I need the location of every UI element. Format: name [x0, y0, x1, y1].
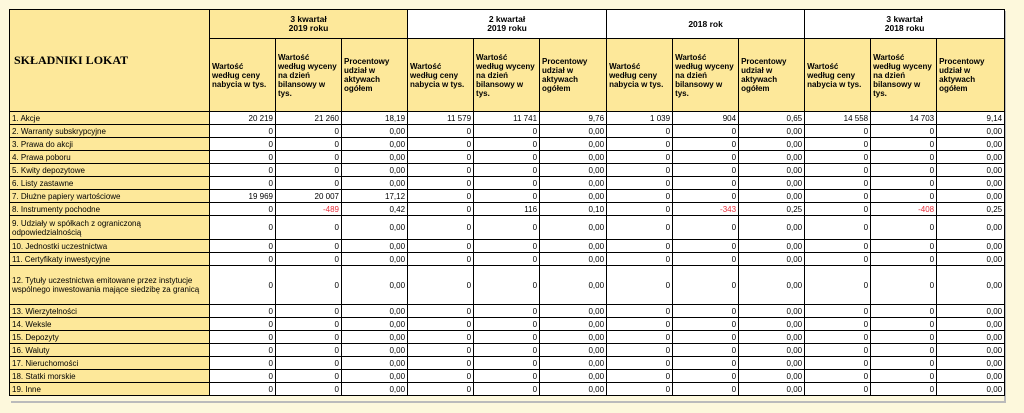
- value-cell: 0,00: [937, 383, 1005, 396]
- row-label: 3. Prawa do akcji: [10, 138, 210, 151]
- value-cell: 0: [210, 370, 276, 383]
- subheader-percent-share: Procentowy udział w aktywach ogółem: [342, 39, 408, 112]
- value-cell: 0,00: [342, 240, 408, 253]
- value-cell: 0: [408, 383, 474, 396]
- value-cell: 0,00: [342, 357, 408, 370]
- value-cell: 0,00: [540, 331, 607, 344]
- value-cell: 0: [673, 266, 739, 305]
- table-row: [10, 177, 1005, 190]
- period-header-4: [805, 10, 1005, 39]
- value-cell: 0,65: [739, 112, 805, 125]
- value-cell: 0: [276, 125, 342, 138]
- subheader-percent-share: Procentowy udział w aktywach ogółem: [937, 39, 1005, 112]
- value-cell: 0: [607, 216, 673, 240]
- value-cell: 0: [673, 344, 739, 357]
- value-cell: 0: [673, 357, 739, 370]
- value-cell: 0,00: [739, 190, 805, 203]
- period-line1: 3 kwartał: [886, 14, 923, 24]
- value-cell: 14 558: [805, 112, 871, 125]
- table-header: [10, 10, 1005, 112]
- value-cell: 14 703: [871, 112, 937, 125]
- value-cell: 0: [871, 344, 937, 357]
- period-header-3: [607, 10, 805, 39]
- value-cell: 0: [871, 383, 937, 396]
- value-cell: 0: [805, 318, 871, 331]
- value-cell: 0: [805, 266, 871, 305]
- value-cell: 11 741: [474, 112, 540, 125]
- row-label: 10. Jednostki uczestnictwa: [10, 240, 210, 253]
- value-cell: 0: [871, 305, 937, 318]
- row-label: 6. Listy zastawne: [10, 177, 210, 190]
- value-cell: 0,00: [739, 344, 805, 357]
- value-cell: 0: [607, 383, 673, 396]
- value-cell: 904: [673, 112, 739, 125]
- value-cell: 0: [607, 344, 673, 357]
- value-cell: 0,00: [540, 370, 607, 383]
- period-line1: 3 kwartał: [290, 14, 327, 24]
- value-cell: 0: [408, 125, 474, 138]
- value-cell: 0: [408, 164, 474, 177]
- table-row: [10, 125, 1005, 138]
- value-cell: 0,00: [739, 331, 805, 344]
- value-cell: 0: [607, 370, 673, 383]
- value-cell: 0,00: [342, 253, 408, 266]
- table-row: [10, 151, 1005, 164]
- value-cell: 0: [607, 203, 673, 216]
- value-cell: 0: [474, 383, 540, 396]
- period-line2: 2018 roku: [884, 23, 925, 33]
- value-cell: 0,00: [540, 190, 607, 203]
- value-cell: 0,00: [739, 125, 805, 138]
- value-cell: 0,00: [739, 164, 805, 177]
- table-row: [10, 138, 1005, 151]
- value-cell: 0: [607, 331, 673, 344]
- value-cell: 0: [474, 370, 540, 383]
- value-cell: 0: [408, 177, 474, 190]
- subheader-balance-value: Wartość według wyceny na dzień bilansowy w tys.: [673, 39, 739, 112]
- value-cell: 0: [210, 240, 276, 253]
- value-cell: 0: [408, 151, 474, 164]
- value-cell: 0: [210, 253, 276, 266]
- value-cell: 0,00: [739, 253, 805, 266]
- value-cell: 0: [673, 305, 739, 318]
- value-cell: 0,00: [540, 318, 607, 331]
- value-cell: 0: [276, 318, 342, 331]
- value-cell: 0: [871, 164, 937, 177]
- value-cell: 0,00: [540, 177, 607, 190]
- value-cell: 0: [673, 318, 739, 331]
- value-cell: 0: [210, 138, 276, 151]
- value-cell: 0: [607, 305, 673, 318]
- value-cell: 0,00: [342, 318, 408, 331]
- value-cell: 0: [871, 138, 937, 151]
- value-cell: 0: [673, 138, 739, 151]
- value-cell: 9,76: [540, 112, 607, 125]
- value-cell: 0,00: [342, 164, 408, 177]
- value-cell: 0: [805, 253, 871, 266]
- value-cell: -489: [276, 203, 342, 216]
- value-cell: 0,00: [540, 164, 607, 177]
- value-cell: 20 219: [210, 112, 276, 125]
- value-cell: 0: [210, 318, 276, 331]
- value-cell: 20 007: [276, 190, 342, 203]
- value-cell: 0: [474, 318, 540, 331]
- value-cell: 0: [210, 305, 276, 318]
- value-cell: 0: [408, 305, 474, 318]
- value-cell: 0: [408, 331, 474, 344]
- value-cell: 0: [276, 151, 342, 164]
- table-row: [10, 344, 1005, 357]
- value-cell: 19 969: [210, 190, 276, 203]
- row-label: 14. Weksle: [10, 318, 210, 331]
- value-cell: 0,00: [739, 240, 805, 253]
- value-cell: 0: [805, 203, 871, 216]
- row-label: 18. Statki morskie: [10, 370, 210, 383]
- value-cell: 0: [474, 357, 540, 370]
- period-line1: 2 kwartał: [488, 14, 526, 24]
- value-cell: 1 039: [607, 112, 673, 125]
- value-cell: 0: [673, 125, 739, 138]
- value-cell: 0: [210, 216, 276, 240]
- value-cell: 0: [607, 357, 673, 370]
- period-line1: 2018 rok: [688, 18, 723, 29]
- value-cell: 0,00: [739, 357, 805, 370]
- value-cell: 0: [276, 344, 342, 357]
- value-cell: 0: [871, 125, 937, 138]
- period-header-2: [408, 10, 607, 39]
- value-cell: 0: [871, 357, 937, 370]
- value-cell: 0: [276, 383, 342, 396]
- value-cell: 0,00: [739, 177, 805, 190]
- value-cell: 0: [474, 216, 540, 240]
- value-cell: 0: [871, 266, 937, 305]
- value-cell: 0,00: [540, 344, 607, 357]
- value-cell: 0,00: [540, 357, 607, 370]
- value-cell: 0: [210, 331, 276, 344]
- header-period-row: [10, 10, 1005, 39]
- value-cell: 0,00: [739, 266, 805, 305]
- value-cell: 0,00: [540, 266, 607, 305]
- value-cell: 0,00: [342, 266, 408, 305]
- value-cell: 0: [408, 203, 474, 216]
- value-cell: 0: [805, 177, 871, 190]
- value-cell: 0: [673, 240, 739, 253]
- row-label: 1. Akcje: [10, 112, 210, 125]
- value-cell: 0,25: [739, 203, 805, 216]
- value-cell: 0: [408, 266, 474, 305]
- value-cell: 0: [474, 253, 540, 266]
- value-cell: 0: [210, 357, 276, 370]
- value-cell: 0,00: [937, 138, 1005, 151]
- value-cell: 0: [805, 138, 871, 151]
- value-cell: 0: [474, 240, 540, 253]
- value-cell: 0: [805, 164, 871, 177]
- value-cell: 0,00: [739, 216, 805, 240]
- value-cell: 0: [474, 125, 540, 138]
- subheader-purchase-value: Wartość według ceny nabycia w tys.: [408, 39, 474, 112]
- value-cell: 0: [276, 177, 342, 190]
- value-cell: 0: [871, 253, 937, 266]
- table-row: [10, 331, 1005, 344]
- value-cell: 0: [871, 190, 937, 203]
- value-cell: 0: [673, 331, 739, 344]
- value-cell: 0: [607, 177, 673, 190]
- value-cell: 0,00: [342, 177, 408, 190]
- period-line2: 2019 roku: [487, 23, 527, 33]
- table-row: [10, 370, 1005, 383]
- subheader-percent-share: Procentowy udział w aktywach ogółem: [739, 39, 805, 112]
- value-cell: 0: [276, 138, 342, 151]
- value-cell: 0: [871, 370, 937, 383]
- value-cell: -408: [871, 203, 937, 216]
- value-cell: 0,00: [540, 253, 607, 266]
- value-cell: 0: [276, 164, 342, 177]
- value-cell: 0: [408, 318, 474, 331]
- value-cell: 0,00: [739, 305, 805, 318]
- value-cell: 0: [276, 240, 342, 253]
- value-cell: 0: [607, 164, 673, 177]
- value-cell: 0,00: [342, 383, 408, 396]
- value-cell: 0: [805, 125, 871, 138]
- value-cell: 0: [408, 357, 474, 370]
- value-cell: 0: [871, 216, 937, 240]
- value-cell: 0: [607, 138, 673, 151]
- value-cell: 116: [474, 203, 540, 216]
- value-cell: 0,42: [342, 203, 408, 216]
- value-cell: 0: [871, 331, 937, 344]
- value-cell: 0: [805, 240, 871, 253]
- value-cell: 0: [210, 164, 276, 177]
- value-cell: 0,00: [937, 370, 1005, 383]
- row-label: 5. Kwity depozytowe: [10, 164, 210, 177]
- value-cell: 0,00: [937, 216, 1005, 240]
- value-cell: 0: [805, 370, 871, 383]
- value-cell: 0: [607, 253, 673, 266]
- subheader-purchase-value: Wartość według ceny nabycia w tys.: [210, 39, 276, 112]
- value-cell: 0,00: [937, 164, 1005, 177]
- value-cell: 0,00: [342, 331, 408, 344]
- table-row: [10, 112, 1005, 125]
- value-cell: 0,00: [937, 344, 1005, 357]
- value-cell: 0: [474, 266, 540, 305]
- value-cell: 0,00: [937, 357, 1005, 370]
- table-row: [10, 266, 1005, 305]
- value-cell: 0: [805, 357, 871, 370]
- value-cell: 0: [673, 370, 739, 383]
- value-cell: 0: [805, 190, 871, 203]
- value-cell: 0: [276, 357, 342, 370]
- value-cell: 18,19: [342, 112, 408, 125]
- value-cell: 0: [408, 190, 474, 203]
- value-cell: 0,00: [937, 240, 1005, 253]
- value-cell: 0,00: [739, 318, 805, 331]
- value-cell: -343: [673, 203, 739, 216]
- subheader-balance-value: Wartość według wyceny na dzień bilansowy w tys.: [474, 39, 540, 112]
- value-cell: 0: [607, 125, 673, 138]
- value-cell: 0: [210, 266, 276, 305]
- period-header-1: [210, 10, 408, 39]
- subheader-purchase-value: Wartość według ceny nabycia w tys.: [607, 39, 673, 112]
- value-cell: 0: [673, 253, 739, 266]
- value-cell: 0,00: [937, 190, 1005, 203]
- row-label: 8. Instrumenty pochodne: [10, 203, 210, 216]
- value-cell: 0,00: [342, 305, 408, 318]
- row-label: 15. Depozyty: [10, 331, 210, 344]
- value-cell: 0: [276, 266, 342, 305]
- value-cell: 0,00: [937, 305, 1005, 318]
- value-cell: 0,00: [937, 151, 1005, 164]
- value-cell: 0: [210, 151, 276, 164]
- value-cell: 0: [805, 151, 871, 164]
- value-cell: 17,12: [342, 190, 408, 203]
- value-cell: 0,00: [937, 266, 1005, 305]
- value-cell: 0,00: [540, 125, 607, 138]
- row-label: 7. Dłużne papiery wartościowe: [10, 190, 210, 203]
- value-cell: 0: [474, 138, 540, 151]
- value-cell: 0: [210, 125, 276, 138]
- row-label: 16. Waluty: [10, 344, 210, 357]
- value-cell: 0: [871, 177, 937, 190]
- value-cell: 0,00: [342, 138, 408, 151]
- value-cell: 0,00: [540, 138, 607, 151]
- value-cell: 0,00: [937, 331, 1005, 344]
- value-cell: 0,00: [342, 216, 408, 240]
- value-cell: 0: [276, 253, 342, 266]
- value-cell: 0,00: [937, 177, 1005, 190]
- row-label: 9. Udziały w spółkach z ograniczoną odpowiedzialnością: [10, 216, 210, 240]
- value-cell: 0: [607, 318, 673, 331]
- value-cell: 0: [408, 138, 474, 151]
- table-frame: [9, 9, 1004, 401]
- table-row: [10, 318, 1005, 331]
- value-cell: 0,00: [937, 125, 1005, 138]
- value-cell: 0: [408, 344, 474, 357]
- subheader-purchase-value: Wartość według ceny nabycia w tys.: [805, 39, 871, 112]
- table-row: [10, 240, 1005, 253]
- value-cell: 0: [607, 266, 673, 305]
- value-cell: 0: [474, 151, 540, 164]
- value-cell: 0: [474, 164, 540, 177]
- value-cell: 0: [805, 344, 871, 357]
- value-cell: 9,14: [937, 112, 1005, 125]
- row-label: 13. Wierzytelności: [10, 305, 210, 318]
- value-cell: 0,00: [937, 253, 1005, 266]
- value-cell: 0: [805, 216, 871, 240]
- value-cell: 0: [408, 253, 474, 266]
- value-cell: 0: [276, 370, 342, 383]
- table-row: [10, 305, 1005, 318]
- table-row: [10, 164, 1005, 177]
- value-cell: 0: [276, 331, 342, 344]
- period-line2: 2019 roku: [288, 23, 329, 33]
- investment-components-table: [9, 9, 1005, 396]
- value-cell: 0,00: [739, 138, 805, 151]
- value-cell: 0: [673, 164, 739, 177]
- value-cell: 0: [607, 240, 673, 253]
- value-cell: 21 260: [276, 112, 342, 125]
- value-cell: 0: [408, 216, 474, 240]
- value-cell: 0: [408, 370, 474, 383]
- subheader-balance-value: Wartość według wyceny na dzień bilansowy w tys.: [276, 39, 342, 112]
- table-row: [10, 216, 1005, 240]
- value-cell: 0,00: [540, 216, 607, 240]
- value-cell: 0: [673, 190, 739, 203]
- value-cell: 0: [805, 331, 871, 344]
- value-cell: 0: [408, 240, 474, 253]
- value-cell: 0: [673, 177, 739, 190]
- row-label: 2. Warranty subskrypcyjne: [10, 125, 210, 138]
- value-cell: 11 579: [408, 112, 474, 125]
- value-cell: 0: [210, 383, 276, 396]
- value-cell: 0,00: [342, 344, 408, 357]
- value-cell: 0: [673, 383, 739, 396]
- row-label: 4. Prawa poboru: [10, 151, 210, 164]
- value-cell: 0: [474, 305, 540, 318]
- value-cell: 0,00: [540, 151, 607, 164]
- value-cell: 0: [474, 344, 540, 357]
- value-cell: 0,00: [540, 240, 607, 253]
- subheader-percent-share: Procentowy udział w aktywach ogółem: [540, 39, 607, 112]
- table-title: SKŁADNIKI LOKAT: [10, 10, 210, 112]
- value-cell: 0: [276, 216, 342, 240]
- value-cell: 0: [210, 203, 276, 216]
- row-label: 17. Nieruchomości: [10, 357, 210, 370]
- table-row: [10, 253, 1005, 266]
- value-cell: 0: [474, 190, 540, 203]
- value-cell: 0,10: [540, 203, 607, 216]
- row-label: 12. Tytuły uczestnictwa emitowane przez instytucje wspólnego inwestowania mające siedzibę za granicą: [10, 266, 210, 305]
- value-cell: 0: [871, 318, 937, 331]
- table-row: [10, 383, 1005, 396]
- value-cell: 0,00: [342, 125, 408, 138]
- value-cell: 0,25: [937, 203, 1005, 216]
- table-row: [10, 190, 1005, 203]
- value-cell: 0,00: [540, 305, 607, 318]
- table-body: [10, 112, 1005, 396]
- value-cell: 0: [210, 344, 276, 357]
- value-cell: 0: [871, 240, 937, 253]
- value-cell: 0,00: [342, 370, 408, 383]
- value-cell: 0,00: [937, 318, 1005, 331]
- value-cell: 0,00: [342, 151, 408, 164]
- subheader-balance-value: Wartość według wyceny na dzień bilansowy w tys.: [871, 39, 937, 112]
- value-cell: 0: [607, 151, 673, 164]
- value-cell: 0,00: [739, 370, 805, 383]
- value-cell: 0: [210, 177, 276, 190]
- value-cell: 0: [474, 331, 540, 344]
- value-cell: 0: [474, 177, 540, 190]
- value-cell: 0: [673, 151, 739, 164]
- value-cell: 0: [673, 216, 739, 240]
- value-cell: 0: [871, 151, 937, 164]
- value-cell: 0,00: [739, 151, 805, 164]
- value-cell: 0: [805, 305, 871, 318]
- value-cell: 0: [805, 383, 871, 396]
- row-label: 11. Certyfikaty inwestycyjne: [10, 253, 210, 266]
- value-cell: 0,00: [739, 383, 805, 396]
- row-label: 19. Inne: [10, 383, 210, 396]
- table-row: [10, 357, 1005, 370]
- value-cell: 0,00: [540, 383, 607, 396]
- value-cell: 0: [276, 305, 342, 318]
- value-cell: 0: [607, 190, 673, 203]
- table-row: [10, 203, 1005, 216]
